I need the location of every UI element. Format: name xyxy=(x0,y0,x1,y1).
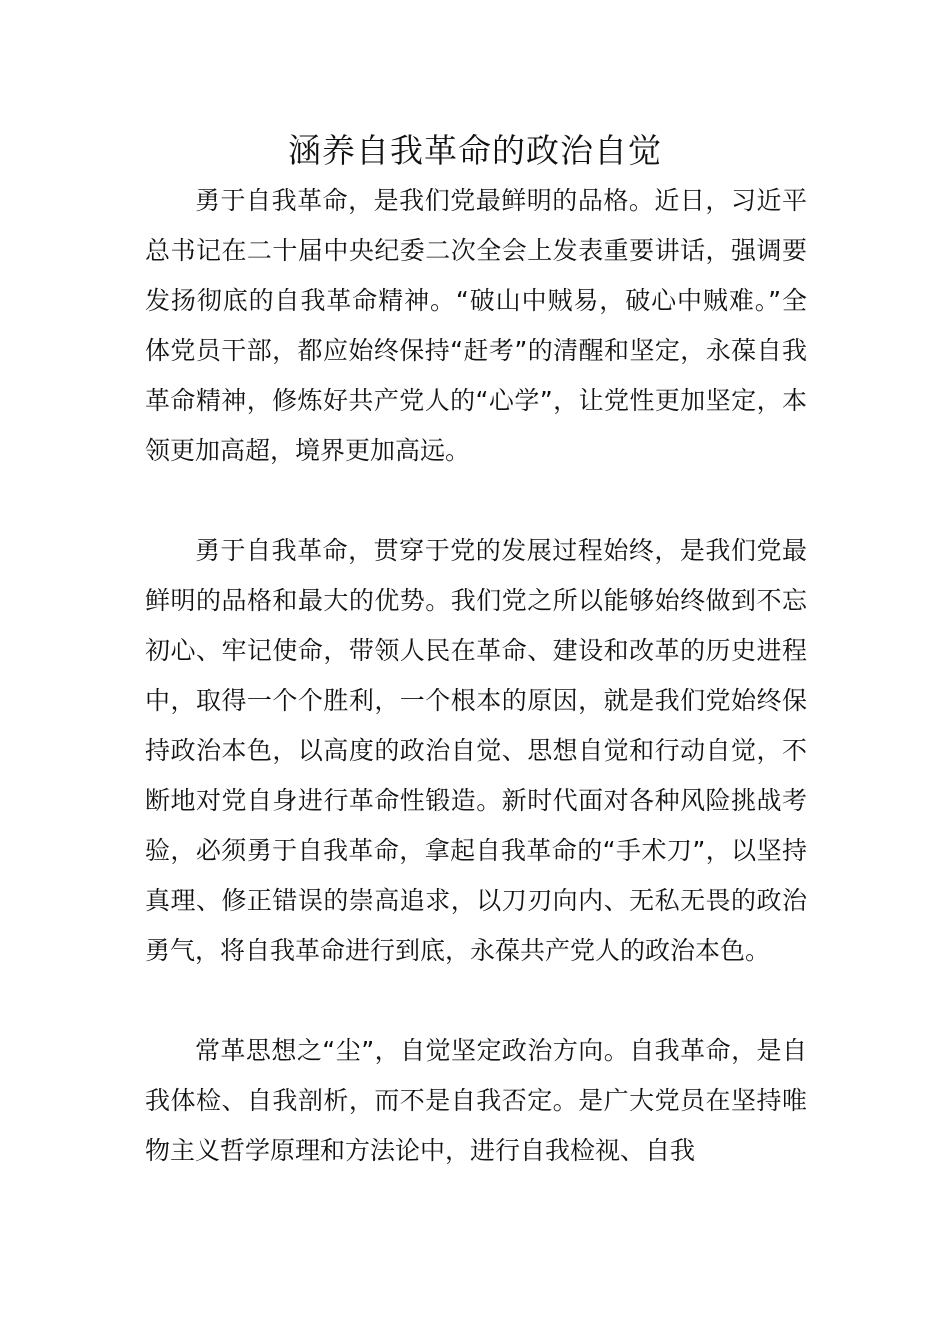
document-body xyxy=(145,176,807,1176)
paragraph-2: 勇于自我革命，贯穿于党的发展过程始终，是我们党最鲜明的品格和最大的优势。我们党之所以能够始终做到不忘初心、牢记使命，带领人民在革命、建设和改革的历史进程中，取得一个个胜利，一个根本的原因，就是我们党始终保持政治本色，以高度的政治自觉、思想自觉和行动自觉，不断地对党自身进行革命性锻造。新时代面对各种风险挑战考验，必须勇于自我革命，拿起自我革命的“手术刀”，以坚持真理、修正错误的崇高追求，以刀刃向内、无私无畏的政治勇气，将自我革命进行到底，永葆共产党人的政治本色。 xyxy=(145,536,807,965)
paragraph-1: 勇于自我革命，是我们党最鲜明的品格。近日，习近平总书记在二十届中央纪委二次全会上发表重要讲话，强调要发扬彻底的自我革命精神。“破山中贼易，破心中贼难。”全体党员干部，都应始终保持“赶考”的清醒和坚定，永葆自我革命精神，修炼好共产党人的“心学”，让党性更加坚定，本领更加高超，境界更加高远。 xyxy=(145,186,807,465)
paragraph-3: 常革思想之“尘”，自觉坚定政治方向。自我革命，是自我体检、自我剖析，而不是自我否定。是广大党员在坚持唯物主义哲学原理和方法论中，进行自我检视、自我 xyxy=(145,1036,807,1165)
document-title: 涵养自我革命的政治自觉 xyxy=(288,131,662,170)
